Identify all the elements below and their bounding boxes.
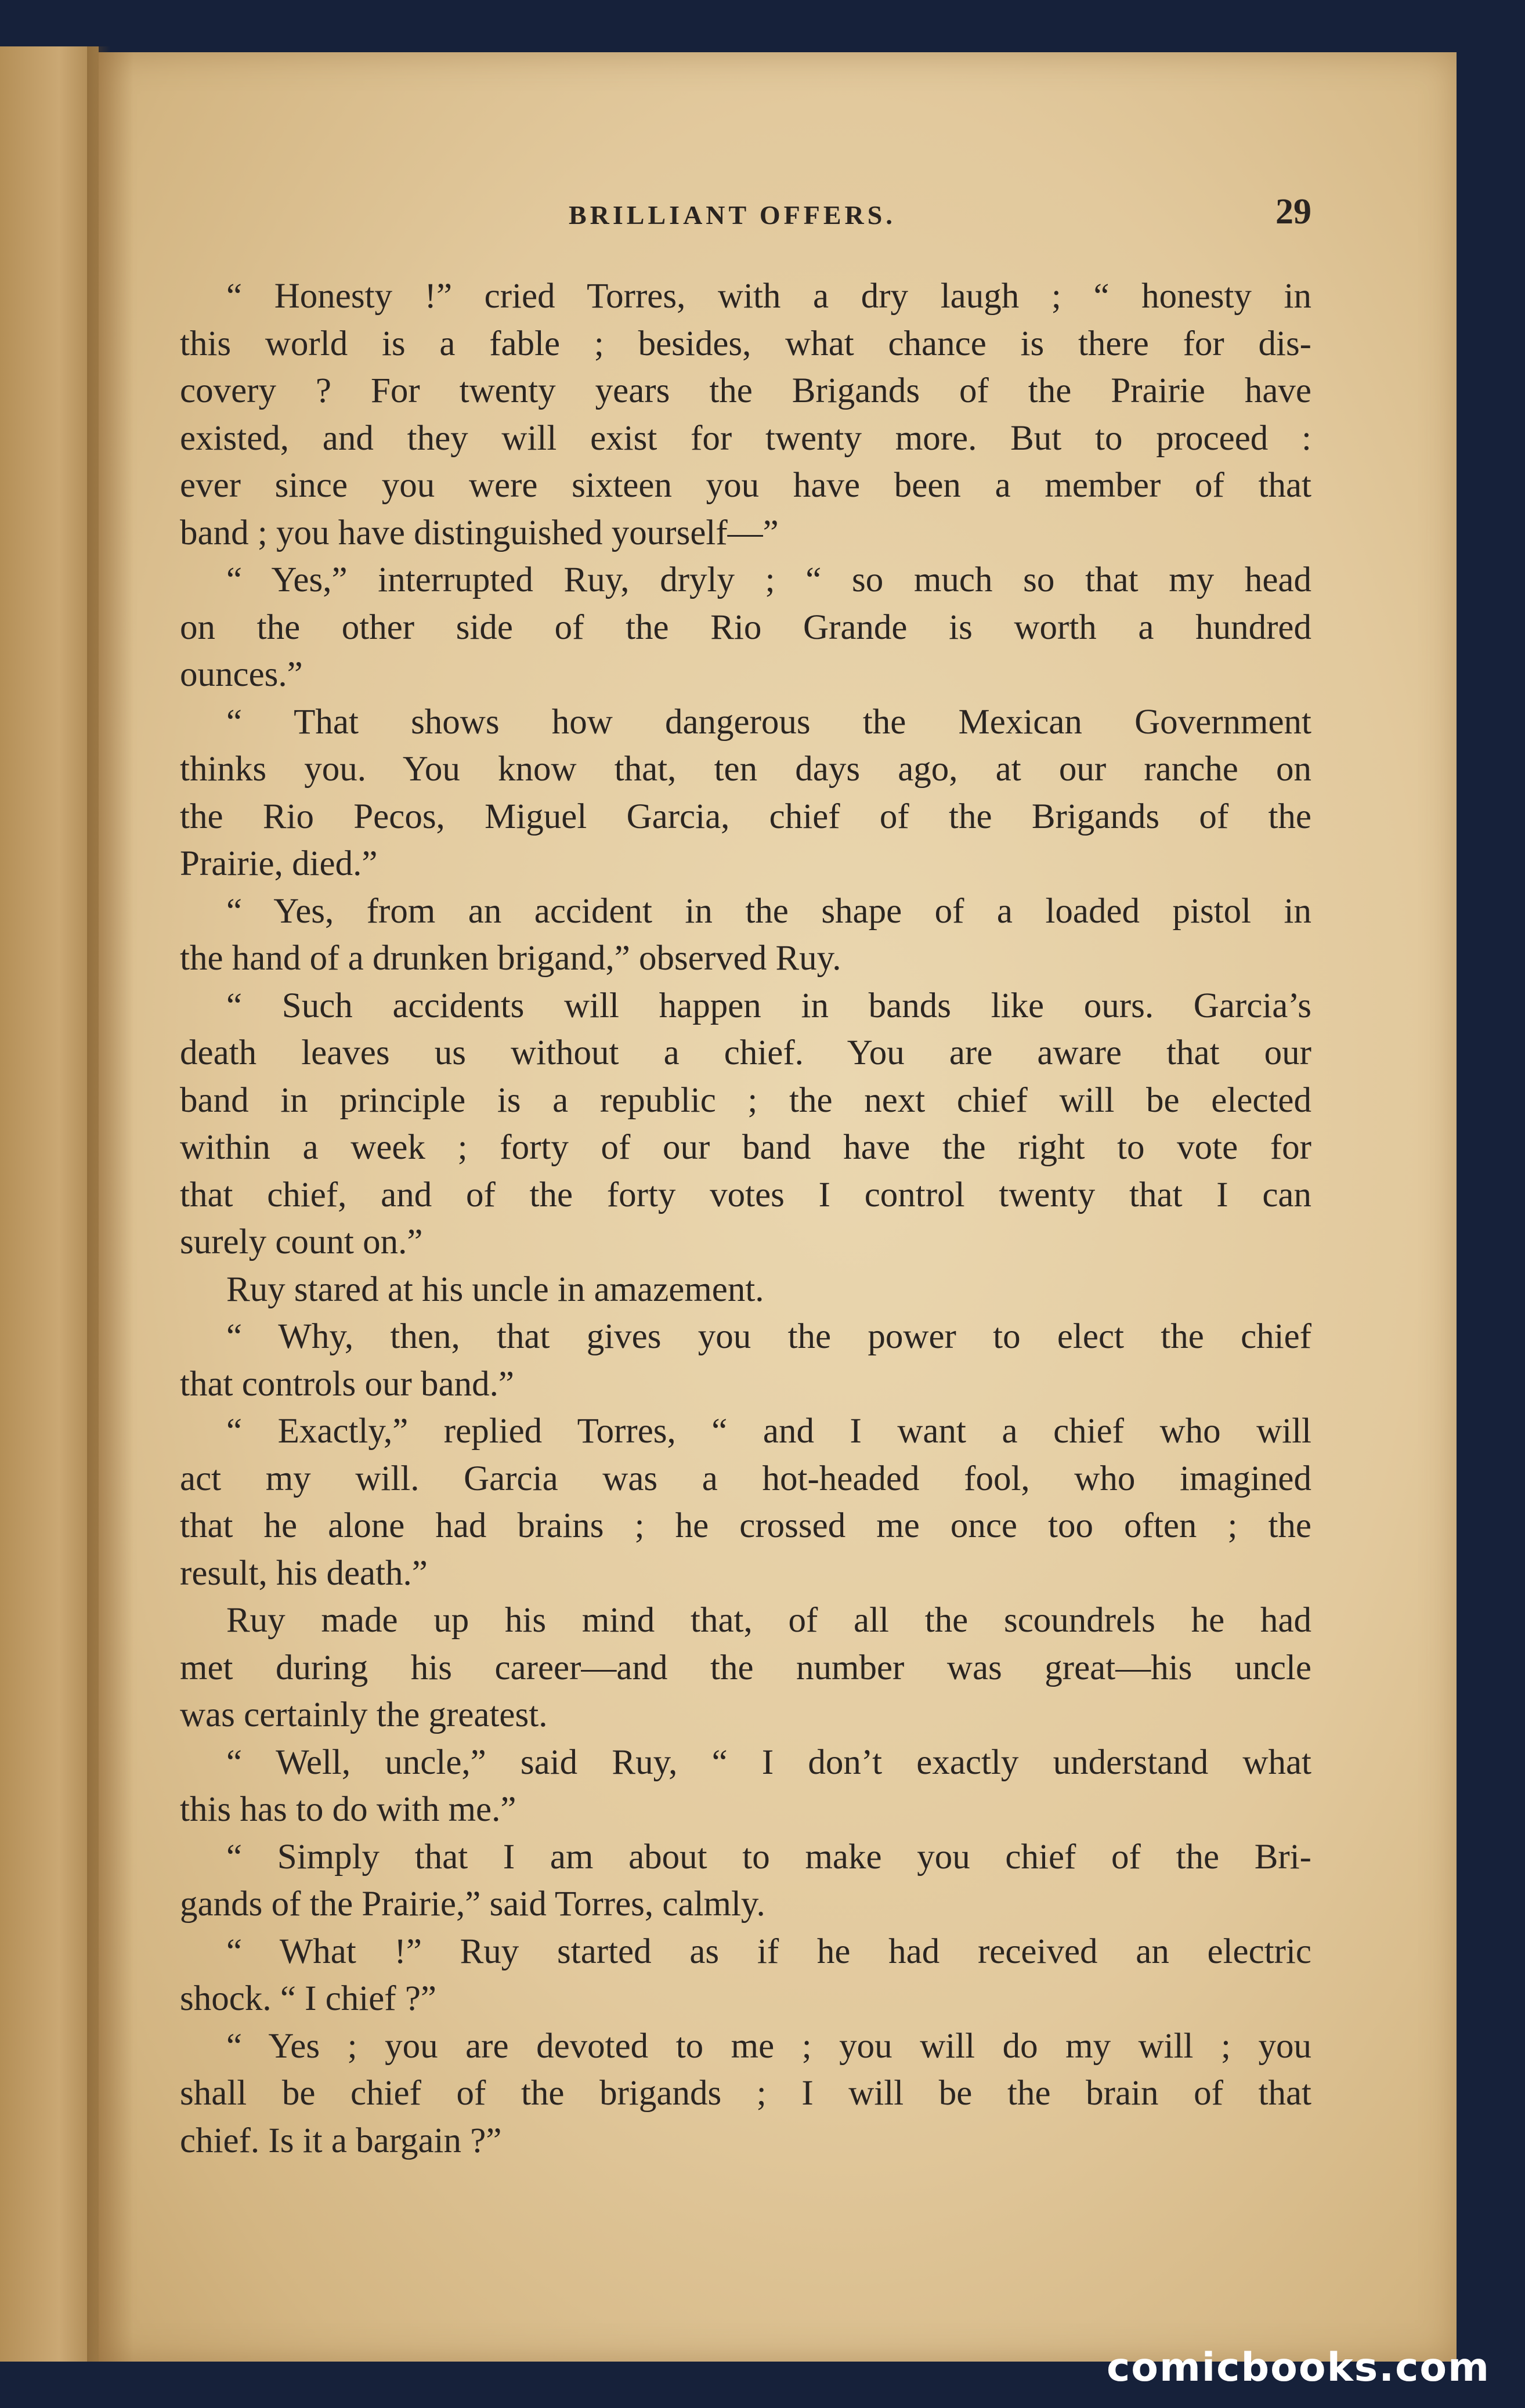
text-line: “ Well, uncle,” said Ruy, “ I don’t exactly understand what (226, 1742, 1311, 1782)
text-line: ounces.” (180, 655, 303, 694)
text-line: “ Yes, from an accident in the shape of a loaded pistol in (226, 891, 1311, 931)
text-line: death leaves us without a chief. You are aware that our (180, 1033, 1311, 1072)
text-line: chief. Is it a bargain ?” (180, 2121, 502, 2160)
text-line: that he alone had brains ; he crossed me once too often ; the (180, 1506, 1311, 1545)
text-line: “ Simply that I am about to make you chief of the Bri- (226, 1837, 1311, 1876)
text-line: act my will. Garcia was a hot-headed fool, who imagined (180, 1459, 1311, 1498)
text-line: “ Yes,” interrupted Ruy, dryly ; “ so much so that my head (226, 561, 1311, 599)
text-line: “ Why, then, that gives you the power to elect the chief (226, 1317, 1311, 1356)
page-spine-shadow (99, 52, 133, 2362)
text-line: “ That shows how dangerous the Mexican Government (226, 702, 1311, 742)
text-line: “ Honesty !” cried Torres, with a dry laugh ; “ honesty in (226, 277, 1311, 316)
text-line: “ Yes ; you are devoted to me ; you will do my will ; you (226, 2026, 1311, 2066)
text-line: existed, and they will exist for twenty more. But to proceed : (180, 418, 1311, 458)
body-text (180, 273, 1311, 2164)
text-line: met during his career—and the number was great—his uncle (180, 1648, 1311, 1687)
text-line: “ What !” Ruy started as if he had received an electric (226, 1932, 1311, 1971)
text-line: the hand of a drunken brigand,” observed Ruy. (180, 939, 841, 978)
page-header (244, 191, 1311, 244)
text-line: on the other side of the Rio Grande is worth a hundred (180, 608, 1311, 647)
text-line: that chief, and of the forty votes I control twenty that I can (180, 1175, 1311, 1214)
running-head: BRILLIANT OFFERS. (569, 200, 896, 230)
page-number: 29 (1275, 192, 1311, 232)
watermark-text: comicbooks.com (1106, 2345, 1490, 2391)
text-line: band ; you have distinguished yourself—” (180, 513, 779, 552)
text-line: that controls our band.” (180, 1364, 514, 1404)
text-line: this has to do with me.” (180, 1790, 516, 1829)
text-line: was certainly the greatest. (180, 1695, 548, 1734)
facing-page-edge (0, 46, 99, 2362)
text-line: the Rio Pecos, Miguel Garcia, chief of the Brigands of the (180, 797, 1311, 836)
text-line: within a week ; forty of our band have the right to vote for (180, 1128, 1311, 1167)
text-line: “ Such accidents will happen in bands like ours. Garcia’s (226, 986, 1311, 1025)
text-line: Ruy stared at his uncle in amazement. (226, 1270, 764, 1309)
text-line: shock. “ I chief ?” (180, 1979, 437, 2018)
text-line: “ Exactly,” replied Torres, “ and I want a chief who will (226, 1412, 1311, 1451)
text-line: band in principle is a republic ; the next chief will be elected (180, 1080, 1311, 1120)
text-line: shall be chief of the brigands ; I will be the brain of that (180, 2074, 1311, 2113)
text-line: this world is a fable ; besides, what chance is there for dis- (180, 324, 1311, 363)
text-line: covery ? For twenty years the Brigands of the Prairie have (180, 371, 1311, 410)
text-line: surely count on.” (180, 1223, 423, 1261)
text-line: thinks you. You know that, ten days ago, at our ranche on (180, 750, 1311, 789)
text-line: Prairie, died.” (180, 844, 378, 883)
text-line: ever since you were sixteen you have been a member of that (180, 466, 1311, 505)
text-line: Ruy made up his mind that, of all the scoundrels he had (226, 1601, 1311, 1640)
text-line: gands of the Prairie,” said Torres, calmly. (180, 1885, 765, 1923)
text-line: result, his death.” (180, 1553, 428, 1593)
